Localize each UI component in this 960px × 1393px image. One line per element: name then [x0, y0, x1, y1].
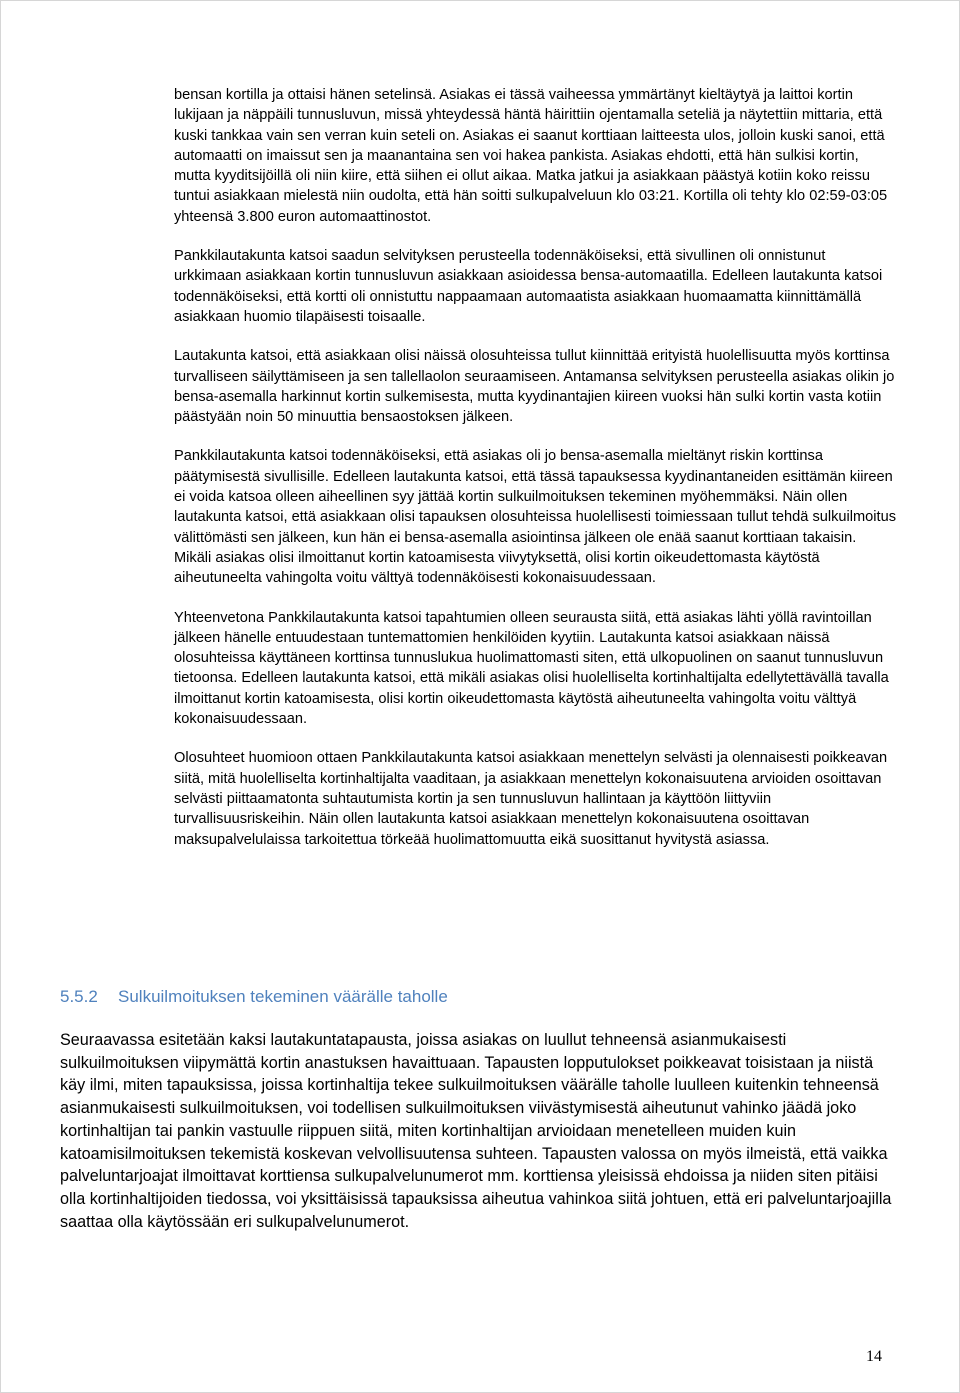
- paragraph-conclusion: Olosuhteet huomioon ottaen Pankkilautakunta katsoi asiakkaan menettelyn selvästi ja olennaisesti poikkeavan siitä, mitä huolelliselta kortinhaltijalta vaaditaan, ja asiakkaan menettelyn kokonaisuutena arvioiden osoittavan selvästi piittaamatonta suhtautumista kortin ja sen tunnusluvun hallintaan ja käyttöön liittyviin turvallisuusriskeihin. Näin ollen lautakunta katsoi asiakkaan menettelyn kokonaisuutena osoittavan maksupalvelulaissa tarkoitettua törkeää huolimattomuutta eikä suosittanut hyvitystä asiassa.: [174, 750, 888, 848]
- paragraph-care-duty: Lautakunta katsoi, että asiakkaan olisi näissä olosuhteissa tullut kiinnittää erityistä huolellisuutta myös korttinsa turvalliseen säilyttämiseen ja sen tallellaolon seuraamiseen. Antamansa selvityksen perusteella asiakas olikin jo bensa-asemalla harkinnut kortin sulkemisesta, mutta kyydinantajien kiireen vuoksi hän sulki kortin vasta kotiin päästyään noin 50 minuuttia bensaostoksen jälkeen.: [174, 348, 895, 426]
- section-body-paragraph: Seuraavassa esitetään kaksi lautakuntatapausta, joissa asiakas on luullut tehneensä asianmukaisesti sulkuilmoituksen viipymättä kortin anastuksen havaittuaan. Tapausten lopputulokset poikkeavat toisistaan ja niistä käy ilmi, miten tapauksissa, joissa kortinhaltija tekee sulkuilmoituksen väärälle taholle luulleen kuitenkin tehneensä asianmukaisesti sulkuilmoituksen, voi todellisen sulkuilmoituksen viivästymisestä aiheutunut vahinko jäädä joko kortinhaltijan tai pankin vastuulle riippuen siitä, miten kortinhaltijan arvioidaan menetelleen muiden kuin katoamisilmoituksen tekemistä koskevan velvollisuutensa suhteen. Tapausten valossa on myös ilmeistä, että vaikka palveluntarjoajat ilmoittavat korttiensa sulkupalvelunumerot mm. korttiensa yleisissä ehdoissa ja niiden siten pitäisi olla kortinhaltijoiden tiedossa, voi yksittäisissä tapauksissa aiheutua vahinkoa siitä johtuen, että eri palveluntarjoajilla saattaa olla käytössään eri sulkupalvelunumerot.: [60, 1031, 892, 1231]
- paragraph-pin-skimming: Pankkilautakunta katsoi saadun selvityksen perusteella todennäköiseksi, että sivullinen oli onnistunut urkkimaan asiakkaan kortin tunnusluvun asiakkaan asioidessa bensa-automaatilla. Edelleen lautakunta katsoi todennäköiseksi, että kortti oli onnistuttu nappaamaan automaatista asiakkaan huomaamatta kiinnittämällä asiakkaan huomio tilapäisesti toisaalle.: [174, 248, 883, 325]
- paragraph-incident: bensan kortilla ja ottaisi hänen setelinsä. Asiakas ei tässä vaiheessa ymmärtänyt kieltäytyä ja laittoi kortin lukijaan ja näppäili tunnusluvun, missä yhteydessä häntä häirittiin ojentamalla seteliä ja näytettiin mittaria, että kuski tankkaa vain sen verran kuin seteli on. Asiakas ei saanut korttiaan laitteesta ulos, jolloin kuski sanoi, että automaatti on imaissut sen ja maanantaina sen voi hakea pankista. Asiakas ehdotti, että hän sulkisi kortin, mutta kyyditsijöillä oli niin kiire, että siihen ei ollut aikaa. Matka jatkui ja asiakkaan päästyä kotiin koko reissu tuntui asiakkaan mielestä niin oudolta, että hän soitti sulkupalveluun klo 03:21. Kortilla oli tehty klo 02:59-03:05 yhteensä 3.800 euron automaattinostot.: [174, 87, 888, 225]
- page-number: 14: [866, 1348, 882, 1365]
- section-number: 5.5.2: [60, 987, 98, 1006]
- case-description-block: [174, 85, 896, 869]
- paragraph-summary: Yhteenvetona Pankkilautakunta katsoi tapahtumien olleen seurausta siitä, että asiakas lähti yöllä ravintoillan jälkeen hänelle entuudestaan tuntemattomien henkilöiden kyytiin. Lautakunta katsoi asiakkaan näissä olosuhteissa käyttäneen korttinsa tunnuslukua huolimattomasti siten, että ulkopuolinen on saanut tunnusluvun tietoonsa. Edelleen lautakunta katsoi, että mikäli asiakas olisi huolelliselta kortinhaltijalta edellytettävällä tavalla ilmoittanut kortin katoamisesta, olisi kortin oikeudettomasta käytöstä aiheutuneelta vahingolta voitu välttyä kokonaisuudessaan.: [174, 609, 889, 728]
- section-heading: [60, 985, 448, 1009]
- paragraph-delay-assessment: Pankkilautakunta katsoi todennäköiseksi, että asiakas oli jo bensa-asemalla mieltänyt riskin korttinsa päätymisestä sivullisille. Edelleen lautakunta katsoi, että tässä tapauksessa kyydinantaneiden esittämän kiireen ei voida katsoa olleen aiheellinen syy jättää kortin sulkuilmoituksen tekeminen myöhemmäksi. Näin ollen lautakunta katsoi, että asiakkaan olisi tapauksen olosuhteissa huolellisesti toimiessaan tullut tehdä sulkuilmoitus välittömästi sen jälkeen, kun hän ei bensa-asemalla asiointinsa jälkeen ole enää saanut korttiaan takaisin. Mikäli asiakas olisi ilmoittanut kortin katoamisesta viivytyksettä, olisi kortin oikeudettomasta käytöstä aiheutuneelta vahingolta voitu välttyä todennäköisesti kokonaisuudessaan.: [174, 448, 896, 587]
- section-title: Sulkuilmoituksen tekeminen väärälle taholle: [118, 987, 448, 1006]
